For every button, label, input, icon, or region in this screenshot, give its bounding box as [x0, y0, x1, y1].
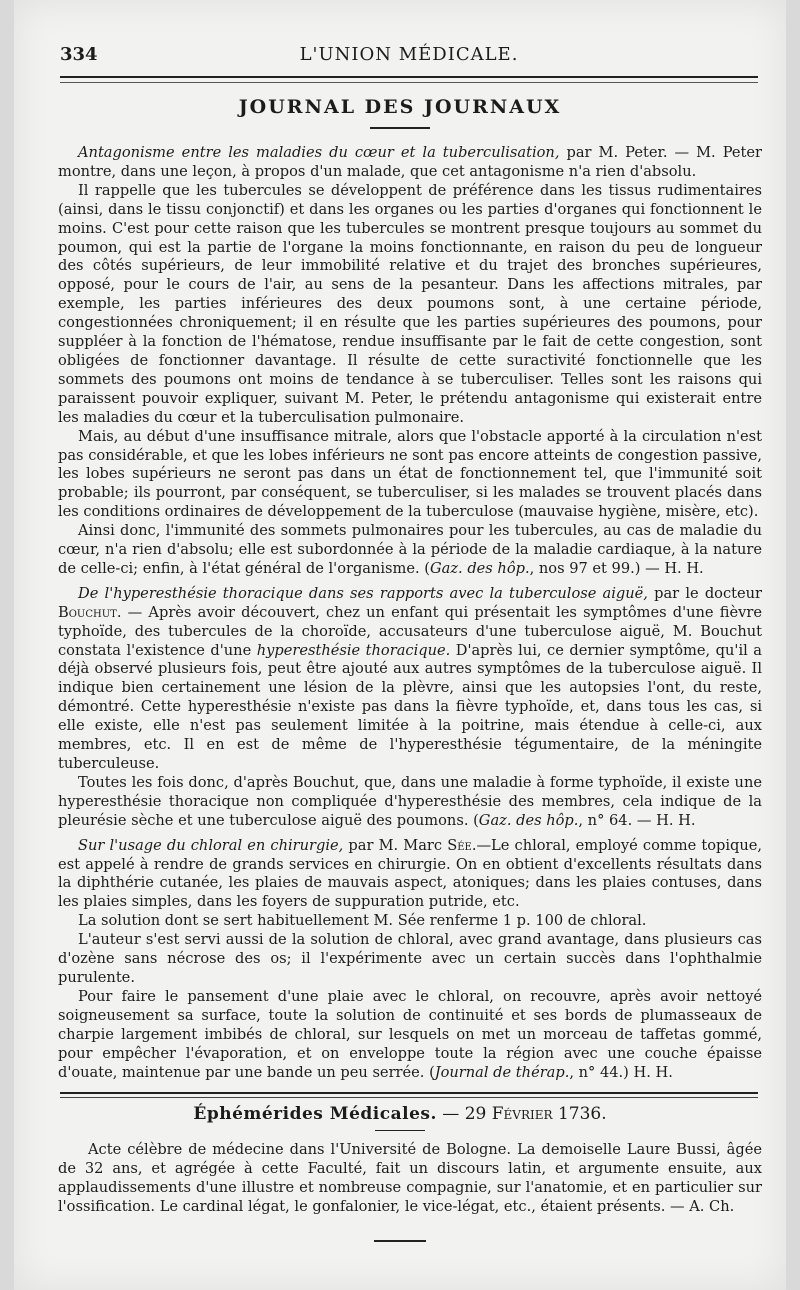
article-2-title: De l'hyperesthésie thoracique dans ses rapports avec la tuberculose aiguë,: [78, 584, 648, 602]
page-number: 334: [60, 44, 98, 65]
article-3-para-4: Pour faire le pansement d'une plaie avec le chloral, on recouvre, après avoir nettoyé soigneusement sa surface, toute la solution de continuité et ses bords de plumasseaux de charpie largement imbibés de chloral, sur lesquels on met un morceau de taffetas gommé, pour empêcher l'évaporation, et on enveloppe toute la région avec une couche épaisse d'ouate, maintenue par une bande un peu serrée. (Journal de thérap., n° 44.) H. H.: [58, 987, 762, 1081]
ephemerides-title: Éphémérides Médicales.: [193, 1104, 437, 1124]
journal-page: [14, 0, 786, 1290]
article-3-para-3: L'auteur s'est servi aussi de la solution de chloral, avec grand avantage, dans plusieurs cas d'ozène sans nécrose des os; il l'expérimente avec un certain succès dans l'ophthalmie purulente.: [58, 931, 762, 986]
end-rule: [374, 1240, 426, 1242]
ephemerides-body: [58, 1140, 762, 1216]
article-1-title: Antagonisme entre les maladies du cœur et la tuberculisation,: [78, 144, 560, 161]
header-rule-thin: [60, 82, 758, 83]
article-3-title: Sur l'usage du chloral en chirurgie,: [78, 836, 344, 854]
header-rule: [60, 76, 758, 78]
source-citation: Gaz. des hôp.: [478, 811, 579, 829]
source-citation: Gaz. des hôp.: [430, 559, 530, 577]
ephemerides-date: — 29 Février 1736.: [436, 1104, 607, 1124]
article-3-para-2: La solution dont se sert habituellement M. Sée renferme 1 p. 100 de chloral.: [78, 912, 647, 930]
article-2-para-2: Toutes les fois donc, d'après Bouchut, que, dans une maladie à forme typhoïde, il existe une hyperesthésie thoracique non compliquée d'hyperesthésie des membres, cela indique de la pleurésie sèche et une tuberculose aiguë des poumons. (Gaz. des hôp., n° 64. — H. H.: [58, 773, 762, 829]
author-name: Sée: [447, 836, 472, 854]
article-1-para-1: Antagonisme entre les maladies du cœur et la tuberculisation, par M. Peter. — M. Peter montre, dans une leçon, à propos d'un malade, que cet antagonisme n'a rien d'absolu.: [58, 144, 763, 180]
article-body: [58, 144, 762, 1082]
title-rule: [370, 127, 430, 129]
ephemerides-text: Acte célèbre de médecine dans l'Université de Bologne. La demoiselle Laure Bussi, âgée de 32 ans, et agrégée à cette Faculté, fait un discours latin, et argumente ensuite, aux applaudissements d'une illustre et nombreuse compagnie, sur l'anatomie, et en particulier sur l'ossification. Le cardinal légat, le gonfalonier, le vice-légat, etc., étaient présents. — A. Ch.: [58, 1141, 762, 1215]
section-title: JOURNAL DES JOURNAUX: [238, 96, 562, 118]
ephemerides-rule: [375, 1130, 425, 1131]
article-1-para-4: Ainsi donc, l'immunité des sommets pulmonaires pour les tubercules, au cas de maladie du cœur, n'a rien d'absolu; elle est subordonnée à la période de la maladie cardiaque, à la nature de celle-ci; enfin, à l'état général de l'organisme. (Gaz. des hôp., nos 97 et 99.) — H. H.: [58, 522, 762, 577]
article-2-para-1: De l'hyperesthésie thoracique dans ses rapports avec la tuberculose aiguë, par le docteur Bouchut. — Après avoir découvert, chez un enfant qui présentait les symptômes d'une fièvre typhoïde, des tubercules de la choroïde, accusateurs d'une tuberculose aiguë, M. Bouchut constata l'existence d'une hyperesthésie thoracique. D'après lui, ce dernier symptôme, qu'il a déjà observé plusieurs fois, peut être ajouté aux autres symptômes de la tuberculose aiguë. Il indique bien certainement une lésion de la plèvre, ainsi que les autopsies l'ont, du reste, démontré. Cette hyperesthésie n'existe pas dans la fièvre typhoïde, et, dans tous les cas, si elle existe, elle n'est pas seulement limitée à la poitrine, mais étendue à celle-ci, aux membres, etc. Il en est de même de l'hyperesthésie tégumentaire, de la méningite tuberculeuse.: [58, 584, 763, 772]
section-divider: [60, 1092, 758, 1094]
running-head: [60, 44, 758, 72]
article-1-para-2: Il rappelle que les tubercules se développent de préférence dans les tissus rudimentaires (ainsi, dans le tissu conjonctif) et dans les organes ou les parties d'organes qui fonctionnent le moins. C'est pour cette raison que les tubercules se montrent presque toujours au sommet du poumon, qui est la partie de l'organe la moins fonctionnante, en raison du peu de longueur des côtés supérieurs, de leur immobilité relative et du trajet des bronches supérieures, opposé, pour le cours de l'air, au sens de la pesanteur. Dans les affections mitrales, par exemple, les parties inférieures des deux poumons sont, à une certaine période, congestionnées chroniquement; il en résulte que les parties supérieures des poumons, pour suppléer à la fonction de l'hématose, rendue insuffisante par le fait de cette congestion, sont obligées de fonctionner davantage. Il résulte de cette suractivité fonctionnelle que les sommets des poumons ont moins de tendance à se tuberculiser. Telles sont les raisons qui paraissent pouvoir expliquer, suivant M. Peter, le prétendu antagonisme qui existerait entre les maladies du cœur et la tuberculisation pulmonaire.: [58, 181, 762, 426]
article-3-para-1: Sur l'usage du chloral en chirurgie, par M. Marc Sée.—Le chloral, employé comme topique, est appelé à rendre de grands services en chirurgie. On en obtient d'excellents résultats dans la diphthérie cutanée, les plaies de mauvais aspect, atoniques; dans les plaies contuses, dans les plaies simples, dans les foyers de suppuration putride, etc.: [58, 836, 763, 911]
running-title: L'UNION MÉDICALE.: [299, 44, 519, 65]
author-name: Bouchut: [58, 603, 117, 621]
section-divider-thin: [60, 1097, 758, 1098]
ephemerides-heading: [14, 1104, 786, 1124]
source-citation: Journal de thérap.: [434, 1063, 570, 1081]
article-1-para-3: Mais, au début d'une insuffisance mitrale, alors que l'obstacle apporté à la circulation n'est pas considérable, et que les lobes inférieurs ne sont pas encore atteints de congestion passive, les lobes supérieurs ne seront pas dans un état de fonctionnement tel, que l'immunité soit probable; ils pourront, par conséquent, se tuberculiser, si les malades se trouvent placés dans les conditions ordinaires de développement de la tuberculose (mauvaise hygiène, misère, etc).: [58, 427, 762, 521]
